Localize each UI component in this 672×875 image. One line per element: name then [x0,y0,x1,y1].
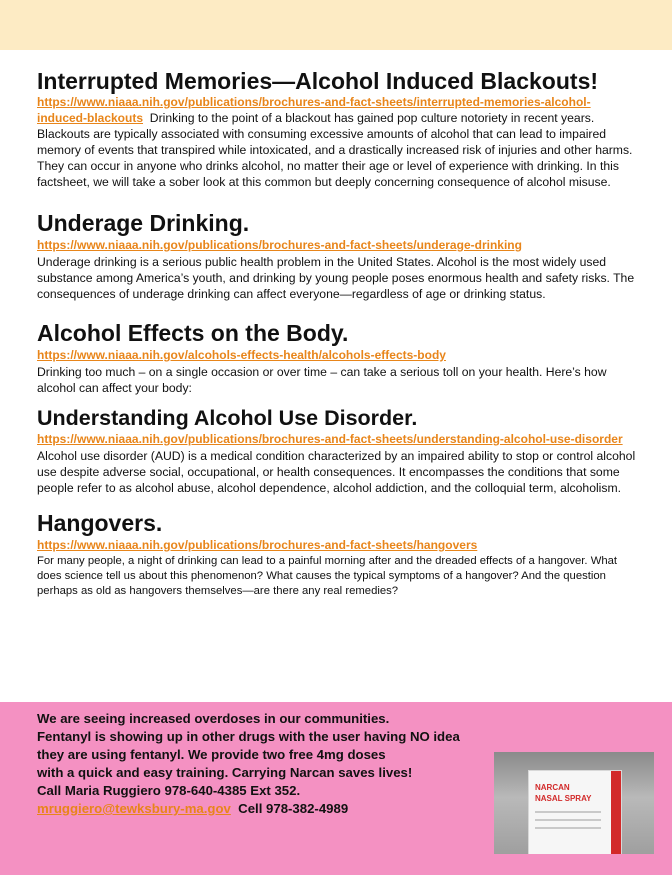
section-title: Alcohol Effects on the Body. [37,320,349,346]
section-title: Underage Drinking. [37,210,250,236]
section-body [37,94,637,190]
section-title: Understanding Alcohol Use Disorder. [37,406,418,430]
narcan-product-photo [494,752,654,854]
contact-line [37,800,517,818]
section-underage-drinking [37,210,637,302]
section-blackouts [37,68,637,190]
narcan-line: Fentanyl is showing up in other drugs with the user having NO idea [37,729,460,744]
section-link[interactable]: https://www.niaaa.nih.gov/alcohols-effects-health/alcohols-effects-body [37,348,446,362]
narcan-message [37,710,517,818]
narcan-line: with a quick and easy training. Carrying Narcan saves lives! [37,765,413,780]
section-link[interactable]: https://www.niaaa.nih.gov/publications/brochures-and-fact-sheets/hangovers [37,538,478,552]
section-text: Alcohol use disorder (AUD) is a medical condition characterized by an impaired ability to stop or control alcohol use despite adverse social, occupational, or health consequences. It encompasses the conditions that some people refer to as alcohol abuse, alcohol dependence, alcohol addiction, and the colloquial term, alcoholism. [37,449,636,495]
section-title: Interrupted Memories—Alcohol Induced Blackouts! [37,68,599,94]
cell-number: Cell 978-382-4989 [230,801,349,816]
article-list [37,68,637,599]
section-text: Drinking too much – on a single occasion or over time – can take a serious toll on your health. Here’s how alcohol can affect your body: [37,365,607,395]
email-link[interactable]: mruggiero@tewksbury-ma.gov [37,801,231,816]
section-link[interactable]: https://www.niaaa.nih.gov/publications/brochures-and-fact-sheets/understanding-alcohol-use-disorder [37,432,623,446]
section-text: Underage drinking is a serious public health problem in the United States. Alcohol is the most widely used substance among America’s youth, and drinking by young people poses enormous health and safety risks. The consequences of underage drinking can affect everyone—regardless of age or drinking status. [37,255,635,301]
section-hangovers [37,510,637,599]
section-text: For many people, a night of drinking can lead to a painful morning after and the dreaded effects of a hangover. What does science tell us about this phenomenon? What causes the typical symptoms of a hangover? And the question perhaps as old as hangovers themselves—are there any real remedies? [37,555,618,597]
section-link[interactable]: https://www.niaaa.nih.gov/publications/brochures-and-fact-sheets/interrupted-memories-alcohol-induced-blackouts [37,95,591,125]
section-effects-on-body [37,320,637,396]
section-aud [37,406,637,496]
narcan-line: Call Maria Ruggiero 978-640-4385 Ext 352. [37,783,301,798]
narcan-box-image: NARCAN NASAL SPRAY [528,770,622,854]
top-banner [0,0,672,50]
narcan-line: they are using fentanyl. We provide two free 4mg doses [37,747,386,762]
section-text: Drinking to the point of a blackout has gained pop culture notoriety in recent years. Blackouts are typically associated with consuming excessive amounts of alcohol that can lead to impaired memory of events that transpired while intoxicated, and a drastically increased risk of injuries and other harms. They can occur in anyone who drinks alcohol, no matter their age or level of experience with drinking. In this factsheet, we will take a sober look at this common but deeply concerning consequence of alcohol misuse. [37,111,633,189]
section-link[interactable]: https://www.niaaa.nih.gov/publications/brochures-and-fact-sheets/underage-drinking [37,238,522,252]
narcan-line: We are seeing increased overdoses in our communities. [37,711,390,726]
section-title: Hangovers. [37,510,163,536]
